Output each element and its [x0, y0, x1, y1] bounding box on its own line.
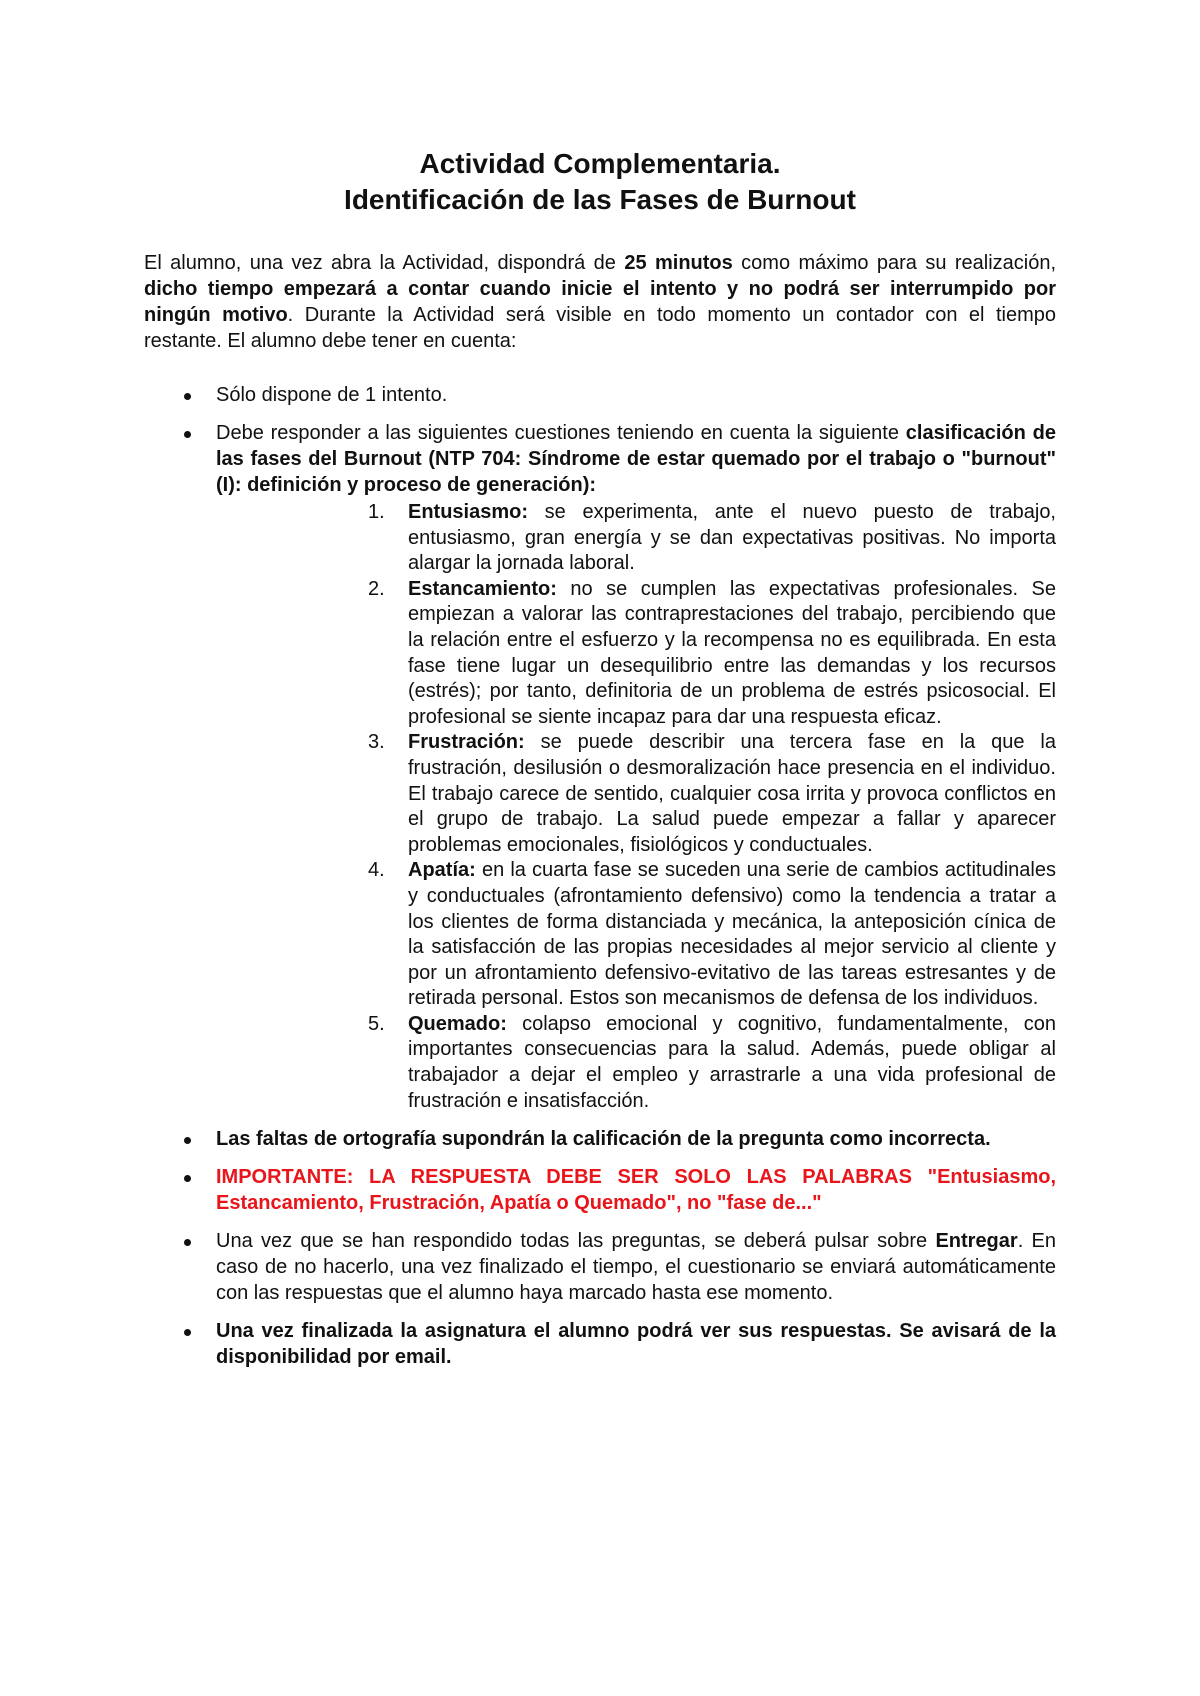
bullet-submit-text-2: . En caso de no hacerlo, una vez finalizado el tiempo, el cuestionario se enviará automáticamente con las respuestas que el alumno haya marcado hasta ese momento. [216, 1230, 1057, 1305]
phase-name: Apatía: [408, 859, 476, 882]
title-line-2: Identificación de las Fases de Burnout [344, 184, 856, 215]
instructions-list [144, 382, 1056, 1370]
phase-number: 3. [368, 731, 385, 754]
phase-item [216, 500, 1056, 577]
intro-warning: dicho tiempo empezará a contar cuando inicie el intento y no podrá ser interrumpido por ningún motivo [144, 278, 1056, 326]
bullet-submit-bold: Entregar [935, 1230, 1018, 1253]
bullet-submit-text-1: Una vez que se han respondido todas las preguntas, se deberá pulsar sobre [216, 1230, 936, 1253]
intro-text-3: . Durante la Actividad será visible en todo momento un contador con el tiempo restante. El alumno debe tener en cuenta: [144, 304, 1056, 352]
bullet-spelling [144, 1126, 1056, 1152]
phase-item [216, 577, 1056, 731]
bullet-respond-bold: clasificación de las fases del Burnout (NTP 704: Síndrome de estar quemado por el trabajo o "burnout" (I): definición y proceso de generación): [216, 422, 1056, 496]
bullet-icon [184, 1239, 191, 1246]
bullet-results [144, 1318, 1056, 1370]
phase-description: se puede describir una tercera fase en la que la frustración, desilusión o desmoralización hace presencia en el individuo. El trabajo carece de sentido, cualquier cosa irrita y provoca conflictos en el grupo de trabajo. La salud puede empezar a fallar y aparecer problemas emocionales, fisiológicos y conductuales. [408, 731, 1056, 856]
bullet-attempt [144, 382, 1056, 408]
bullet-important-text: IMPORTANTE: LA RESPUESTA DEBE SER SOLO LAS PALABRAS "Entusiasmo, Estancamiento, Frustración, Apatía o Quemado", no "fase de..." [216, 1166, 1056, 1215]
phase-item [216, 730, 1056, 858]
phase-number: 4. [368, 859, 385, 882]
phase-item [216, 1012, 1056, 1114]
phase-number: 2. [368, 577, 385, 600]
phase-description: en la cuarta fase se suceden una serie de cambios actitudinales y conductuales (afrontamiento defensivo) como la tendencia a tratar a los clientes de forma distanciada y mecánica, la anteposición cínica de la satisfacción de las propias necesidades al mejor servicio al cliente y por un afrontamiento defensivo-evitativo de las tareas estresantes y de retirada personal. Estos son mecanismos de defensa de los individuos. [408, 859, 1056, 1010]
phase-description: se experimenta, ante el nuevo puesto de trabajo, entusiasmo, gran energía y se dan expectativas positivas. No importa alargar la jornada laboral. [408, 501, 1056, 575]
phase-description: no se cumplen las expectativas profesionales. Se empiezan a valorar las contraprestaciones del trabajo, percibiendo que la relación entre el esfuerzo y la recompensa no es equilibrada. En esta fase tiene lugar un desequilibrio entre las demandas y los recursos (estrés); por tanto, definitoria de un problema de estrés psicosocial. El profesional se siente incapaz para dar una respuesta eficaz. [408, 577, 1056, 728]
intro-text-2: como máximo para su realización, [732, 252, 1057, 274]
phase-item [216, 858, 1056, 1012]
bullet-results-text: Una vez finalizada la asignatura el alumno podrá ver sus respuestas. Se avisará de la disponibilidad por email. [216, 1320, 1056, 1369]
bullet-icon [184, 1329, 191, 1336]
bullet-attempt-text: Sólo dispone de 1 intento. [216, 384, 448, 406]
phase-number: 5. [368, 1012, 385, 1035]
page-title [144, 146, 1056, 218]
bullet-important [144, 1164, 1056, 1216]
phase-name: Entusiasmo: [408, 501, 529, 523]
phases-list [216, 500, 1056, 1114]
bullet-icon [184, 393, 191, 400]
phase-name: Quemado: [408, 1012, 507, 1035]
phase-name: Frustración: [408, 731, 525, 754]
bullet-icon [184, 1175, 191, 1182]
intro-text-1: El alumno, una vez abra la Actividad, dispondrá de [144, 252, 625, 274]
bullet-submit [144, 1228, 1056, 1306]
intro-duration: 25 minutos [624, 252, 733, 274]
phase-name: Estancamiento: [408, 577, 557, 600]
bullet-respond-text: Debe responder a las siguientes cuestiones teniendo en cuenta la siguiente [216, 422, 906, 444]
bullet-spelling-text: Las faltas de ortografía supondrán la calificación de la pregunta como incorrecta. [216, 1128, 991, 1151]
title-line-1: Actividad Complementaria. [419, 148, 781, 179]
bullet-icon [184, 431, 191, 438]
bullet-icon [184, 1137, 191, 1144]
intro-paragraph [144, 250, 1056, 354]
phase-description: colapso emocional y cognitivo, fundamentalmente, con importantes consecuencias para la salud. Además, puede obligar al trabajador a dejar el empleo y arrastrarle a una vida profesional de frustración e insatisfacción. [408, 1012, 1056, 1112]
bullet-respond [144, 420, 1056, 1114]
phase-number: 1. [368, 501, 385, 523]
document-page [144, 146, 1056, 1382]
